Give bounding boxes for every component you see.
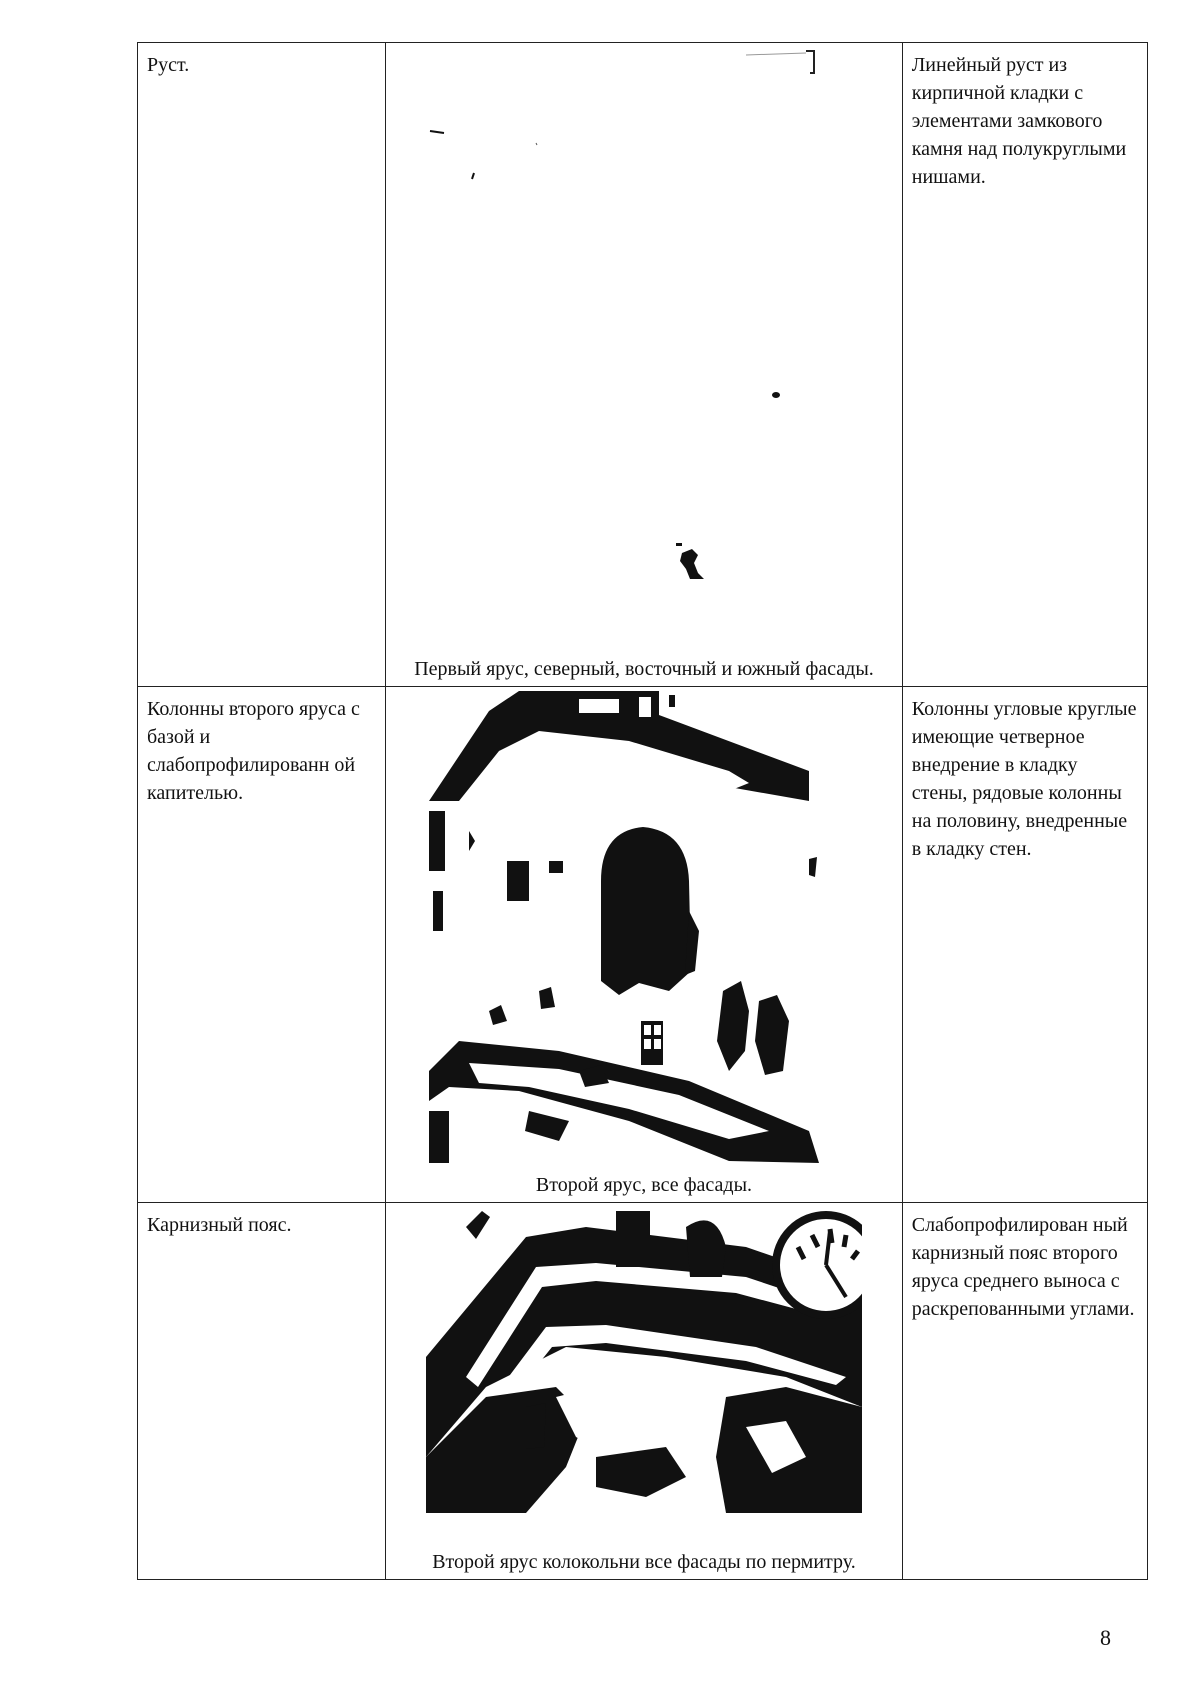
element-name-cell bbox=[138, 1203, 386, 1580]
element-name: Колонны второго яруса с базой и слабопрофилированн ой капителью. bbox=[147, 698, 360, 804]
element-description-cell bbox=[902, 687, 1147, 1203]
table-row bbox=[138, 1203, 1148, 1580]
high-contrast-cornice-photo bbox=[426, 1207, 862, 1513]
photo-caption: Второй ярус, все фасады. bbox=[535, 1174, 753, 1196]
page-number: 8 bbox=[1100, 1625, 1111, 1650]
element-name-cell bbox=[138, 43, 386, 687]
element-description-cell bbox=[902, 1203, 1147, 1580]
table-row bbox=[138, 687, 1148, 1203]
table-row bbox=[138, 43, 1148, 687]
photo-cell bbox=[386, 1203, 903, 1580]
element-name-cell bbox=[138, 687, 386, 1203]
element-description: Слабопрофилирован ный карнизный пояс второго яруса среднего выноса с раскрепованными углами. bbox=[911, 1214, 1135, 1320]
high-contrast-tower-photo bbox=[429, 691, 859, 1163]
rustication-photo bbox=[386, 43, 902, 633]
element-name: Руст. bbox=[147, 54, 190, 76]
element-description: Колонны угловые круглые имеющие четверное внедрение в кладку стены, рядовые колонны на половину, внедренные в кладку стен. bbox=[911, 698, 1137, 860]
columns-photo bbox=[429, 691, 859, 1163]
cornice-photo bbox=[426, 1207, 862, 1513]
element-name: Карнизный пояс. bbox=[147, 1214, 292, 1236]
architecture-elements-table bbox=[137, 42, 1148, 1580]
element-description: Линейный руст из кирпичной кладки с элементами замкового камня над полукруглыми нишами. bbox=[911, 54, 1127, 188]
faded-photo-remnants bbox=[386, 43, 902, 633]
photo-cell bbox=[386, 687, 903, 1203]
photo-cell bbox=[386, 43, 903, 687]
photo-caption: Второй ярус колокольни все фасады по пермитру. bbox=[432, 1551, 856, 1573]
element-description-cell bbox=[902, 43, 1147, 687]
photo-caption: Первый ярус, северный, восточный и южный фасады. bbox=[414, 658, 874, 680]
